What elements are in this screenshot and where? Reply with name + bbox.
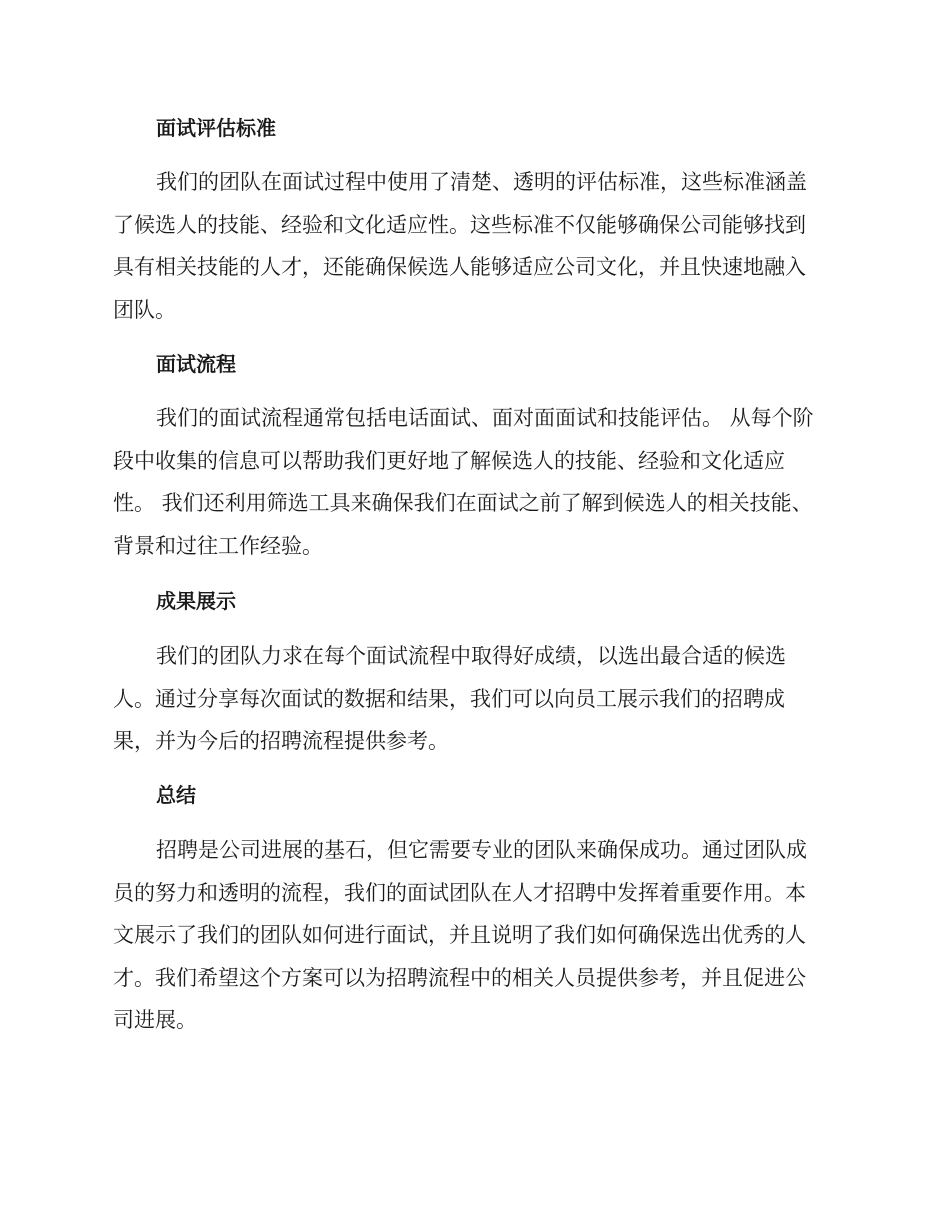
section-heading-results: 成果展示 — [156, 589, 236, 613]
paragraph-line: 我们的面试流程通常包括电话面试、面对面面试和技能评估。 从每个阶 — [156, 406, 814, 430]
paragraph-line: 才。我们希望这个方案可以为招聘流程中的相关人员提供参考，并且促进公 — [113, 965, 806, 990]
paragraph-line: 团队。 — [113, 297, 176, 322]
paragraph-line: 招聘是公司进展的基石，但它需要专业的团队来确保成功。通过团队成 — [156, 838, 807, 862]
paragraph-line: 我们的团队力求在每个面试流程中取得好成绩，以选出最合适的候选 — [156, 644, 786, 668]
section-paragraph-summary — [113, 829, 837, 1042]
section-paragraph-results — [113, 635, 837, 763]
section-paragraph-evaluation-criteria — [113, 161, 837, 331]
section-paragraph-interview-process — [113, 397, 837, 567]
paragraph-line: 文展示了我们的团队如何进行面试，并且说明了我们如何确保选出优秀的人 — [113, 923, 806, 947]
paragraph-line: 段中收集的信息可以帮助我们更好地了解候选人的技能、经验和文化适应 — [113, 448, 785, 473]
paragraph-line: 性。 我们还利用筛选工具来确保我们在面试之前了解到候选人的相关技能、 — [113, 491, 813, 515]
section-heading-evaluation-criteria: 面试评估标准 — [156, 116, 276, 140]
paragraph-line: 背景和过往工作经验。 — [113, 533, 323, 558]
paragraph-line: 员的努力和透明的流程，我们的面试团队在人才招聘中发挥着重要作用。本 — [113, 880, 806, 905]
section-heading-summary: 总结 — [156, 783, 196, 807]
paragraph-line: 果，并为今后的招聘流程提供参考。 — [113, 729, 449, 753]
paragraph-line: 具有相关技能的人才，还能确保候选人能够适应公司文化，并且快速地融入 — [113, 255, 806, 279]
paragraph-line: 司进展。 — [113, 1008, 197, 1032]
paragraph-line: 我们的团队在面试过程中使用了清楚、透明的评估标准，这些标准涵盖 — [156, 170, 807, 194]
paragraph-line: 人。通过分享每次面试的数据和结果，我们可以向员工展示我们的招聘成 — [113, 686, 785, 711]
paragraph-line: 了候选人的技能、经验和文化适应性。这些标准不仅能够确保公司能够找到 — [113, 212, 806, 237]
section-heading-interview-process: 面试流程 — [156, 352, 236, 376]
